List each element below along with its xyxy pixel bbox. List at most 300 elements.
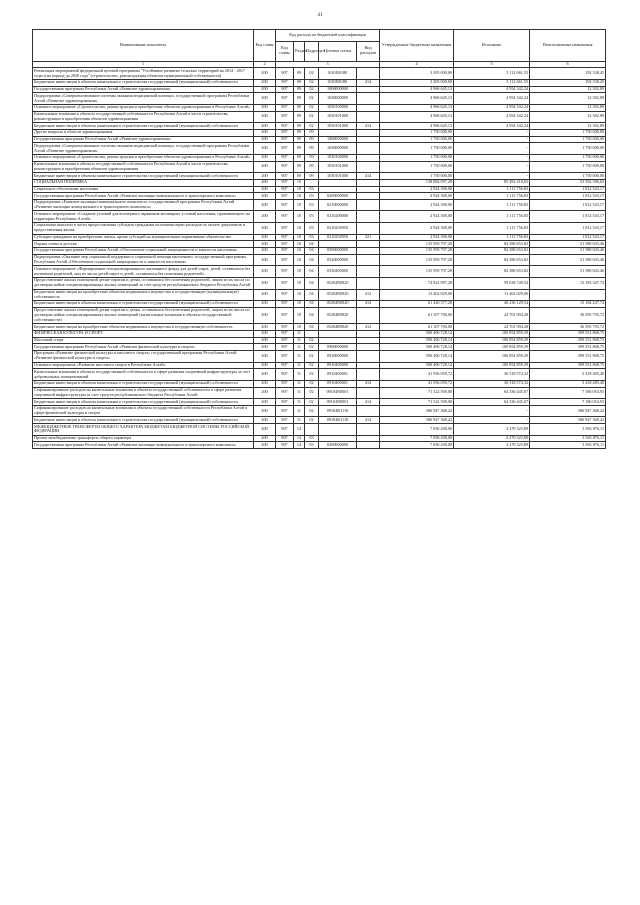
row-unexecuted: 1 750 000,00 (530, 154, 606, 161)
row-approved: 1 750 000,00 (380, 161, 454, 173)
row-section: 11 (294, 330, 305, 337)
table-row (33, 68, 606, 80)
row-target: 1030101000 (319, 161, 357, 173)
row-unexecuted: 7 186 054,93 (530, 387, 606, 399)
row-kind (357, 351, 380, 363)
row-unexecuted: 5 418 485,40 (530, 380, 606, 387)
row-subsection: 04 (305, 277, 319, 289)
row-approved: 135 959 797,28 (380, 266, 454, 278)
row-kind (357, 154, 380, 161)
header-subsection: Подраздел (305, 41, 319, 61)
row-code: 200 (254, 254, 276, 266)
row-kind (357, 86, 380, 93)
row-kind (357, 143, 380, 155)
table-row (33, 123, 606, 130)
row-ministry: 907 (276, 405, 294, 417)
row-kind: 414 (357, 173, 380, 180)
row-section: 09 (294, 173, 305, 180)
row-subsection (305, 179, 319, 186)
row-code: 200 (254, 330, 276, 337)
row-approved: 61 107 700,00 (380, 307, 454, 324)
row-code: 200 (254, 179, 276, 186)
row-executed: 84 380 653,82 (454, 248, 530, 255)
row-subsection: 04 (305, 254, 319, 266)
row-subsection: 02 (305, 79, 319, 86)
row-code: 200 (254, 154, 276, 161)
row-executed: 4 270 323,89 (454, 442, 530, 449)
row-executed: 64 336 445,07 (454, 387, 530, 399)
row-section: 11 (294, 380, 305, 387)
row-executed: 100 854 859,39 (454, 362, 530, 369)
row-ministry: 907 (276, 362, 294, 369)
row-subsection (305, 424, 319, 436)
row-kind: 414 (357, 301, 380, 308)
row-name: Основное мероприятие «Создание условий для всемерного заряжения жилищных условий населения, проживающего на территории Республики Алтай» (33, 211, 254, 223)
row-unexecuted: 192 338,45 (530, 79, 606, 86)
header-kind: Вид расходов (357, 41, 380, 61)
row-section: 10 (294, 301, 305, 308)
row-target: 0200000000 (319, 193, 357, 200)
row-ministry: 907 (276, 417, 294, 424)
table-row (33, 289, 606, 301)
row-name: Основное мероприятие «Развитие массового спорта в Республике Алтай» (33, 362, 254, 369)
row-name: Капитальные вложения в объекты государственной собственности Республики Алтай в части строительства, реконструкции и приобретения объектов здравоохранения (33, 161, 254, 173)
row-section: 10 (294, 277, 305, 289)
row-kind: 414 (357, 417, 380, 424)
row-code: 200 (254, 324, 276, 331)
row-name: Софинансирование расходов на капитальные вложения в объекты государственной собственности в сфере развития спортивной инфраструктуры за счет средств республиканского бюджета Республики Алтай (33, 387, 254, 399)
row-approved: 61 107 700,00 (380, 324, 454, 331)
row-code: 200 (254, 143, 276, 155)
row-approved: 1 750 000,00 (380, 173, 454, 180)
table-row (33, 424, 606, 436)
row-kind (357, 104, 380, 111)
row-kind (357, 136, 380, 143)
row-ministry: 907 (276, 104, 294, 111)
row-approved: 2 924 300,00 (380, 234, 454, 241)
row-approved: 7 836 200,00 (380, 435, 454, 442)
row-name: Подпрограмма «Развитие жилищно-коммунального комплекса» государственной программы Республики Алтай «Развитие жилищно-коммунального и транспортного комплекса» (33, 199, 254, 211)
row-ministry: 907 (276, 123, 294, 130)
row-executed: 4 954 342,24 (454, 123, 530, 130)
row-subsection: 03 (305, 435, 319, 442)
row-name: МЕЖБЮДЖЕТНЫЕ ТРАНСФЕРТЫ ОБЩЕГО ХАРАКТЕРА БЮДЖЕТАМ БЮДЖЕТНОЙ СИСТЕМЫ РОССИЙСКОЙ ФЕДЕРАЦИИ (33, 424, 254, 436)
row-target: 1030101000 (319, 173, 357, 180)
row-section: 09 (294, 136, 305, 143)
row-unexecuted: 5 418 485,40 (530, 369, 606, 381)
row-subsection: 03 (305, 211, 319, 223)
row-section: 09 (294, 86, 305, 93)
row-section: 10 (294, 254, 305, 266)
column-number: 6 (530, 61, 606, 68)
row-target: 09104N0001 (319, 399, 357, 406)
row-kind (357, 266, 380, 278)
row-target: 0210250950 (319, 223, 357, 235)
row-name: Бюджетные инвестиции в объекты капитального строительства государственной (муниципальной) собственности (33, 380, 254, 387)
row-section: 09 (294, 154, 305, 161)
row-kind (357, 387, 380, 399)
row-ministry: 907 (276, 211, 294, 223)
row-section: 09 (294, 129, 305, 136)
table-row (33, 143, 606, 155)
row-kind: 321 (357, 234, 380, 241)
row-executed: 84 380 653,82 (454, 266, 530, 278)
row-target: 0210000000 (319, 199, 357, 211)
row-section: 09 (294, 79, 305, 86)
row-ministry: 907 (276, 369, 294, 381)
row-subsection: 02 (305, 93, 319, 105)
table-row (33, 199, 606, 211)
row-target: 0910400001 (319, 380, 357, 387)
header-name: Наименование показателя (33, 30, 254, 62)
row-section: 10 (294, 266, 305, 278)
row-approved: 61 420 377,28 (380, 301, 454, 308)
row-section: 09 (294, 161, 305, 173)
table-row (33, 369, 606, 381)
row-target: 1030101000 (319, 123, 357, 130)
row-target: 09104N0001 (319, 387, 357, 399)
row-target (319, 337, 357, 344)
row-subsection: 02 (305, 387, 319, 399)
row-executed: 100 854 859,39 (454, 344, 530, 351)
table-row (33, 254, 606, 266)
row-ministry: 907 (276, 79, 294, 86)
row-section: 10 (294, 211, 305, 223)
row-unexecuted: 1 812 543,17 (530, 199, 606, 211)
row-ministry: 907 (276, 266, 294, 278)
row-subsection: 03 (305, 193, 319, 200)
row-code: 200 (254, 234, 276, 241)
row-name: Предоставление жилых помещений детям-сиротам и детям, оставшимся без попечения родителей, лицам из их числа по договорам найма специализированных жилых помещений за счет средств республиканского бюджета Республики Алтай (33, 277, 254, 289)
row-section: 09 (294, 123, 305, 130)
row-target: 1030101000 (319, 111, 357, 123)
table-row (33, 223, 606, 235)
row-unexecuted: 36 395 795,72 (530, 324, 606, 331)
row-name: Бюджетные инвестиции на приобретение объектов недвижимого имущества в государственную собственность (33, 324, 254, 331)
row-executed: 24 701 904,28 (454, 324, 530, 331)
row-target: 0910000000 (319, 351, 357, 363)
row-section: 10 (294, 223, 305, 235)
row-executed: - (454, 129, 530, 136)
row-kind (357, 337, 380, 344)
row-code: 200 (254, 289, 276, 301)
header-ministry: Код главы (276, 41, 294, 61)
row-ministry: 907 (276, 442, 294, 449)
row-unexecuted: 399 551 868,75 (530, 337, 606, 344)
row-name: Бюджетные инвестиции в объекты капитального строительства государственной (муниципальной) собственности (33, 79, 254, 86)
row-unexecuted: 12 302,89 (530, 123, 606, 130)
row-name: Субсидии гражданам на приобретение жилья, кроме субсидий на муниципальные нормативные обязательства (33, 234, 254, 241)
row-name: Государственная программа Республики Алтай «Развитие здравоохранения» (33, 86, 254, 93)
row-unexecuted: 12 302,89 (530, 93, 606, 105)
row-section: 10 (294, 179, 305, 186)
row-name: Массовый спорт (33, 337, 254, 344)
row-target: 0910400001 (319, 369, 357, 381)
row-executed: 1 111 756,83 (454, 186, 530, 193)
row-unexecuted: 399 551 868,75 (530, 344, 606, 351)
row-subsection: 04 (305, 324, 319, 331)
row-unexecuted: 3 565 876,11 (530, 424, 606, 436)
row-unexecuted: 1 750 000,00 (530, 129, 606, 136)
row-unexecuted: 386 947 368,42 (530, 405, 606, 417)
row-ministry: 907 (276, 337, 294, 344)
row-name: СОЦИАЛЬНАЯ ПОЛИТИКА (33, 179, 254, 186)
row-subsection: 04 (305, 266, 319, 278)
table-row (33, 362, 606, 369)
row-target: 09104R1110 (319, 417, 357, 424)
row-code: 200 (254, 369, 276, 381)
row-executed: 85 492 410,65 (454, 179, 530, 186)
row-approved: 7 836 200,00 (380, 424, 454, 436)
row-section: 09 (294, 104, 305, 111)
row-ministry: 907 (276, 248, 294, 255)
row-name: Предоставление жилых помещений детям-сиротам и детям, оставшимся без попечения родителей, лицам из их числа по договорам найма специализированных жилых помещений (капитальные вложения в объекты государственной собственности) (33, 307, 254, 324)
row-kind: 414 (357, 79, 380, 86)
row-subsection: 09 (305, 143, 319, 155)
row-name: Бюджетные инвестиции в объекты капитального строительства государственной (муниципальной) собственности (33, 399, 254, 406)
header-budget-code-group: Код расхода по бюджетной классификации (276, 30, 380, 42)
row-ministry: 907 (276, 199, 294, 211)
row-code: 200 (254, 435, 276, 442)
header-approved: Утвержденные бюджетные назначения (380, 30, 454, 62)
row-unexecuted: 1 750 000,00 (530, 173, 606, 180)
row-ministry: 907 (276, 193, 294, 200)
row-approved: 1 750 000,00 (380, 136, 454, 143)
row-unexecuted: 192 338,45 (530, 68, 606, 80)
row-approved: 4 966 645,13 (380, 123, 454, 130)
row-executed: 1 111 756,83 (454, 223, 530, 235)
row-name: Охрана семьи и детства (33, 241, 254, 248)
row-kind (357, 435, 380, 442)
row-kind: 414 (357, 123, 380, 130)
row-ministry: 907 (276, 143, 294, 155)
row-section: 14 (294, 435, 305, 442)
row-kind (357, 362, 380, 369)
row-target (319, 435, 357, 442)
row-target: 0210200000 (319, 211, 357, 223)
row-executed: - (454, 173, 530, 180)
row-approved: 135 959 797,28 (380, 254, 454, 266)
row-kind: 414 (357, 380, 380, 387)
row-unexecuted: 51 580 043,46 (530, 248, 606, 255)
row-kind: 412 (357, 289, 380, 301)
row-kind (357, 330, 380, 337)
row-code: 200 (254, 241, 276, 248)
row-approved: 500 406 728,14 (380, 344, 454, 351)
row-subsection: 03 (305, 234, 319, 241)
row-unexecuted: 1 750 000,00 (530, 143, 606, 155)
row-subsection: 02 (305, 380, 319, 387)
row-subsection: 09 (305, 136, 319, 143)
row-target (319, 424, 357, 436)
row-executed: - (454, 161, 530, 173)
row-approved: 2 924 300,00 (380, 186, 454, 193)
row-subsection: 04 (305, 248, 319, 255)
row-ministry: 907 (276, 424, 294, 436)
row-kind (357, 93, 380, 105)
row-name: Государственная программа Республики Алтай «Развитие жилищно-коммунального и транспортного комплекса» (33, 442, 254, 449)
row-ministry: 907 (276, 86, 294, 93)
row-section: 14 (294, 442, 305, 449)
row-name: Другие вопросы в области здравоохранения (33, 129, 254, 136)
row-executed: - (454, 154, 530, 161)
row-unexecuted: 1 812 543,17 (530, 193, 606, 200)
row-executed: 4 270 323,89 (454, 435, 530, 442)
row-unexecuted: 51 580 043,46 (530, 241, 606, 248)
row-section: 09 (294, 111, 305, 123)
row-code: 200 (254, 129, 276, 136)
row-code: 200 (254, 173, 276, 180)
row-ministry: 907 (276, 173, 294, 180)
row-unexecuted: 53 392 586,63 (530, 179, 606, 186)
row-target: 1000000000 (319, 136, 357, 143)
row-code: 200 (254, 424, 276, 436)
header-unexecuted: Неисполненные назначения (530, 30, 606, 62)
row-unexecuted: 1 750 000,00 (530, 136, 606, 143)
row-executed: 46 236 129,54 (454, 301, 530, 308)
row-executed: 3 112 661,55 (454, 68, 530, 80)
row-executed: - (454, 405, 530, 417)
row-target: 0101R0180 (319, 68, 357, 80)
row-ministry: 907 (276, 111, 294, 123)
row-approved: 4 966 645,13 (380, 111, 454, 123)
row-target: 05204N0820 (319, 289, 357, 301)
row-kind (357, 442, 380, 449)
row-ministry: 907 (276, 154, 294, 161)
table-row (33, 266, 606, 278)
row-code: 200 (254, 136, 276, 143)
row-subsection: 02 (305, 104, 319, 111)
row-code: 200 (254, 307, 276, 324)
row-approved: 1 750 000,00 (380, 129, 454, 136)
row-approved: 71 522 500,00 (380, 399, 454, 406)
row-ministry: 907 (276, 93, 294, 105)
row-approved: 3 305 000,00 (380, 79, 454, 86)
row-code: 200 (254, 380, 276, 387)
row-subsection: 04 (305, 289, 319, 301)
row-section: 10 (294, 199, 305, 211)
row-subsection: 02 (305, 337, 319, 344)
row-executed: 84 380 653,82 (454, 241, 530, 248)
row-ministry: 907 (276, 351, 294, 363)
row-unexecuted: 3 565 876,11 (530, 442, 606, 449)
row-subsection: 09 (305, 129, 319, 136)
row-name: Бюджетные инвестиции в объекты капитального строительства государственной (муниципальной) собственности (33, 123, 254, 130)
row-unexecuted: 1 812 543,17 (530, 234, 606, 241)
row-executed: - (454, 136, 530, 143)
row-target: 05204N0820 (319, 301, 357, 308)
row-executed: 4 270 323,89 (454, 424, 530, 436)
row-unexecuted: 399 551 868,75 (530, 362, 606, 369)
row-subsection: 02 (305, 351, 319, 363)
row-target (319, 330, 357, 337)
table-row (33, 307, 606, 324)
row-section: 10 (294, 307, 305, 324)
table-row (33, 86, 606, 93)
row-code: 200 (254, 337, 276, 344)
budget-table (32, 29, 606, 449)
row-ministry: 907 (276, 68, 294, 80)
row-unexecuted: 36 395 795,72 (530, 307, 606, 324)
table-row (33, 179, 606, 186)
table-row (33, 351, 606, 363)
row-ministry: 907 (276, 435, 294, 442)
row-unexecuted: 15 184 247,74 (530, 301, 606, 308)
row-name: Социальные выплаты в части предоставления субсидии гражданам на компенсацию расходов по оплате документов и предоставления жилья (33, 223, 254, 235)
row-code: 200 (254, 93, 276, 105)
row-unexecuted: 386 947 368,42 (530, 417, 606, 424)
row-section: 10 (294, 241, 305, 248)
row-kind (357, 129, 380, 136)
row-name: Социальное обеспечение населения (33, 186, 254, 193)
row-target (319, 179, 357, 186)
row-target: 05204R0820 (319, 324, 357, 331)
row-code: 200 (254, 199, 276, 211)
row-kind: 412 (357, 324, 380, 331)
row-kind (357, 161, 380, 173)
row-subsection: 02 (305, 399, 319, 406)
row-unexecuted: 12 302,89 (530, 86, 606, 93)
row-section: 10 (294, 248, 305, 255)
row-code: 200 (254, 248, 276, 255)
row-ministry: 907 (276, 289, 294, 301)
row-unexecuted: 1 750 000,00 (530, 161, 606, 173)
table-body (33, 68, 606, 449)
row-subsection: 02 (305, 369, 319, 381)
row-ministry: 907 (276, 307, 294, 324)
row-subsection: 02 (305, 111, 319, 123)
row-executed: 1 111 756,83 (454, 211, 530, 223)
row-executed: 36 518 574,32 (454, 369, 530, 381)
row-ministry: 907 (276, 399, 294, 406)
row-executed: 3 112 661,55 (454, 79, 530, 86)
row-unexecuted: 7 186 054,93 (530, 399, 606, 406)
row-name: Софинансирование расходов на капитальные вложения в объекты государственной собственности Республики Алтай в сфере физической культуры и спорта (33, 405, 254, 417)
row-executed: 4 954 342,24 (454, 104, 530, 111)
table-row (33, 417, 606, 424)
row-subsection: 02 (305, 405, 319, 417)
row-name: Капитальные вложения в объекты государственной собственности в сфере развития спортивной инфраструктуры за счет добровольных пожертвований (33, 369, 254, 381)
row-approved: 41 936 059,72 (380, 369, 454, 381)
row-name: Государственная программа Республики Алтай «Развитие жилищно-коммунального и транспортного комплекса» (33, 193, 254, 200)
row-code: 200 (254, 79, 276, 86)
row-section: 14 (294, 424, 305, 436)
row-approved: 2 924 300,00 (380, 223, 454, 235)
row-subsection: 03 (305, 442, 319, 449)
row-name: Бюджетные инвестиции на приобретение объектов недвижимого имущества в государственную (муниципальную) собственность (33, 289, 254, 301)
table-row (33, 277, 606, 289)
row-subsection: 02 (305, 68, 319, 80)
row-name: Основное мероприятие «Строительство, реконструкция и приобретение объектов здравоохранения в Республике Алтай» (33, 154, 254, 161)
row-unexecuted: 399 551 868,75 (530, 330, 606, 337)
row-subsection: 02 (305, 123, 319, 130)
row-kind: 414 (357, 399, 380, 406)
row-section: 11 (294, 362, 305, 369)
row-kind (357, 211, 380, 223)
row-code: 200 (254, 387, 276, 399)
row-ministry: 907 (276, 136, 294, 143)
row-approved: 500 406 728,14 (380, 351, 454, 363)
row-ministry: 907 (276, 223, 294, 235)
row-kind (357, 344, 380, 351)
row-subsection: 03 (305, 186, 319, 193)
row-unexecuted: 12 302,89 (530, 111, 606, 123)
row-approved: 386 947 368,42 (380, 405, 454, 417)
row-ministry: 907 (276, 324, 294, 331)
row-executed: 24 701 904,28 (454, 307, 530, 324)
row-code: 200 (254, 104, 276, 111)
row-section: 09 (294, 143, 305, 155)
